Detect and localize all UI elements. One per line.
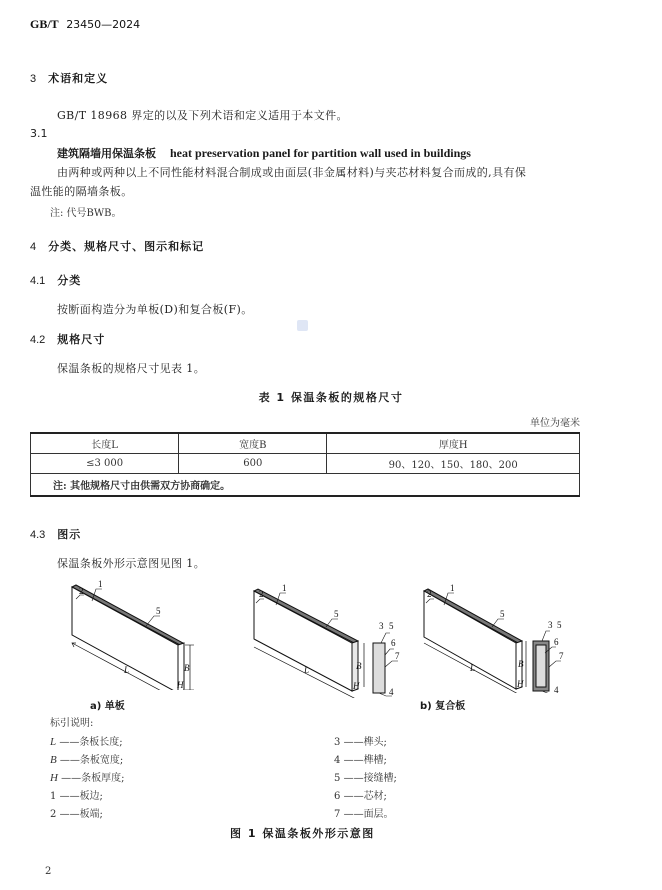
legend-item: 5 ——接缝槽; [334,773,397,784]
section-4-1-heading: 4.1 分类 [30,274,82,287]
table-header-cell: 长度L [31,433,179,454]
table-note-row [31,474,580,497]
table-header-cell: 宽度B [179,433,327,454]
label-B: B [518,659,524,669]
standard-number: 23450—2024 [66,18,141,31]
label-L: L [304,665,310,675]
section-4-1-text: 按断面构造分为单板(D)和复合板(F)。 [57,303,253,316]
legend-item: H ——条板厚度; [50,772,125,784]
legend-title: 标引说明: [50,718,94,729]
label-B: B [356,661,362,671]
page-number: 2 [45,866,52,877]
label-H: H [353,681,360,691]
figure-single-panel [60,575,200,690]
callout-5: 5 [557,620,562,630]
callout-5: 5 [500,609,505,619]
callout-4: 4 [389,687,394,697]
table-row [31,454,580,474]
term-zh: 建筑隔墙用保温条板 [57,147,156,160]
callout-1: 1 [450,583,455,593]
section-4-3-heading: 4.3 图示 [30,528,82,541]
legend-item: 6 ——芯材; [334,791,387,802]
cross-section [373,643,385,693]
section-4-2-text: 保温条板的规格尺寸见表 1。 [57,362,206,375]
table-header-row [31,433,580,454]
watermark-logo [297,320,308,331]
table-1 [30,432,580,497]
callout-6: 6 [391,638,396,648]
figure-b-caption: b) 复合板 [420,701,466,712]
figure-1-caption: 图 1 保温条板外形示意图 [230,827,375,840]
term-3-1-title [57,145,471,161]
term-definition-line1: 由两种或两种以上不同性能材料混合制成或由面层(非金属材料)与夹芯材料复合而成的,具有保 [57,166,527,179]
label-L: L [124,665,130,675]
callout-2: 2 [79,586,84,596]
legend-item: B ——条板宽度; [50,754,124,766]
label-H: H [177,680,184,690]
section-3-heading: 3 术语和定义 [30,72,109,85]
section-4-2-heading: 4.2 规格尺寸 [30,333,106,346]
callout-3: 3 [379,621,384,631]
table-cell: ≤3 000 [31,454,179,474]
section-3-intro: GB/T 18968 界定的以及下列术语和定义适用于本文件。 [57,109,348,122]
callout-7: 7 [395,651,400,661]
figure-panel-with-section [248,583,408,698]
legend-item: 3 ——榫头; [334,737,387,748]
table-header-cell: 厚度H [327,433,580,454]
table-cell: 90、120、150、180、200 [327,454,580,474]
legend-item: 2 ——板端; [50,809,103,820]
legend-item: 1 ——板边; [50,791,103,802]
legend-right [334,733,397,823]
callout-1: 1 [282,583,287,593]
term-3-1-number: 3.1 [30,127,48,140]
term-note: 注: 代号BWB。 [50,208,122,219]
callout-5: 5 [334,609,339,619]
callout-7: 7 [559,651,564,661]
callout-1: 1 [98,579,103,589]
legend-left [50,733,125,823]
term-en: heat preservation panel for partition wall used in buildings [170,146,471,160]
callout-2: 2 [259,589,264,599]
legend-item: L ——条板长度; [50,736,123,748]
label-H: H [517,679,524,689]
callout-5: 5 [389,621,394,631]
figure-a-caption: a) 单板 [90,701,125,712]
section-4-3-text: 保温条板外形示意图见图 1。 [57,557,206,570]
callout-4: 4 [554,685,559,693]
figure-composite-panel [418,583,578,693]
legend-item: 4 ——榫槽; [334,755,387,766]
table-note: 注: 其他规格尺寸由供需双方协商确定。 [31,474,580,497]
table-1-unit: 单位为毫米 [530,418,580,429]
section-4-heading: 4 分类、规格尺寸、图示和标记 [30,240,205,253]
legend-item: 7 ——面层。 [334,809,394,820]
callout-3: 3 [548,620,553,630]
callout-6: 6 [554,637,559,647]
document-header [30,17,140,32]
table-1-caption: 表 1 保温条板的规格尺寸 [258,391,404,404]
table-cell: 600 [179,454,327,474]
label-L: L [470,663,476,673]
callout-5: 5 [156,606,161,616]
term-definition-line2: 温性能的隔墙条板。 [30,185,133,198]
label-B: B [184,663,190,673]
standard-prefix: GB/T [30,17,59,31]
callout-2: 2 [427,589,432,599]
